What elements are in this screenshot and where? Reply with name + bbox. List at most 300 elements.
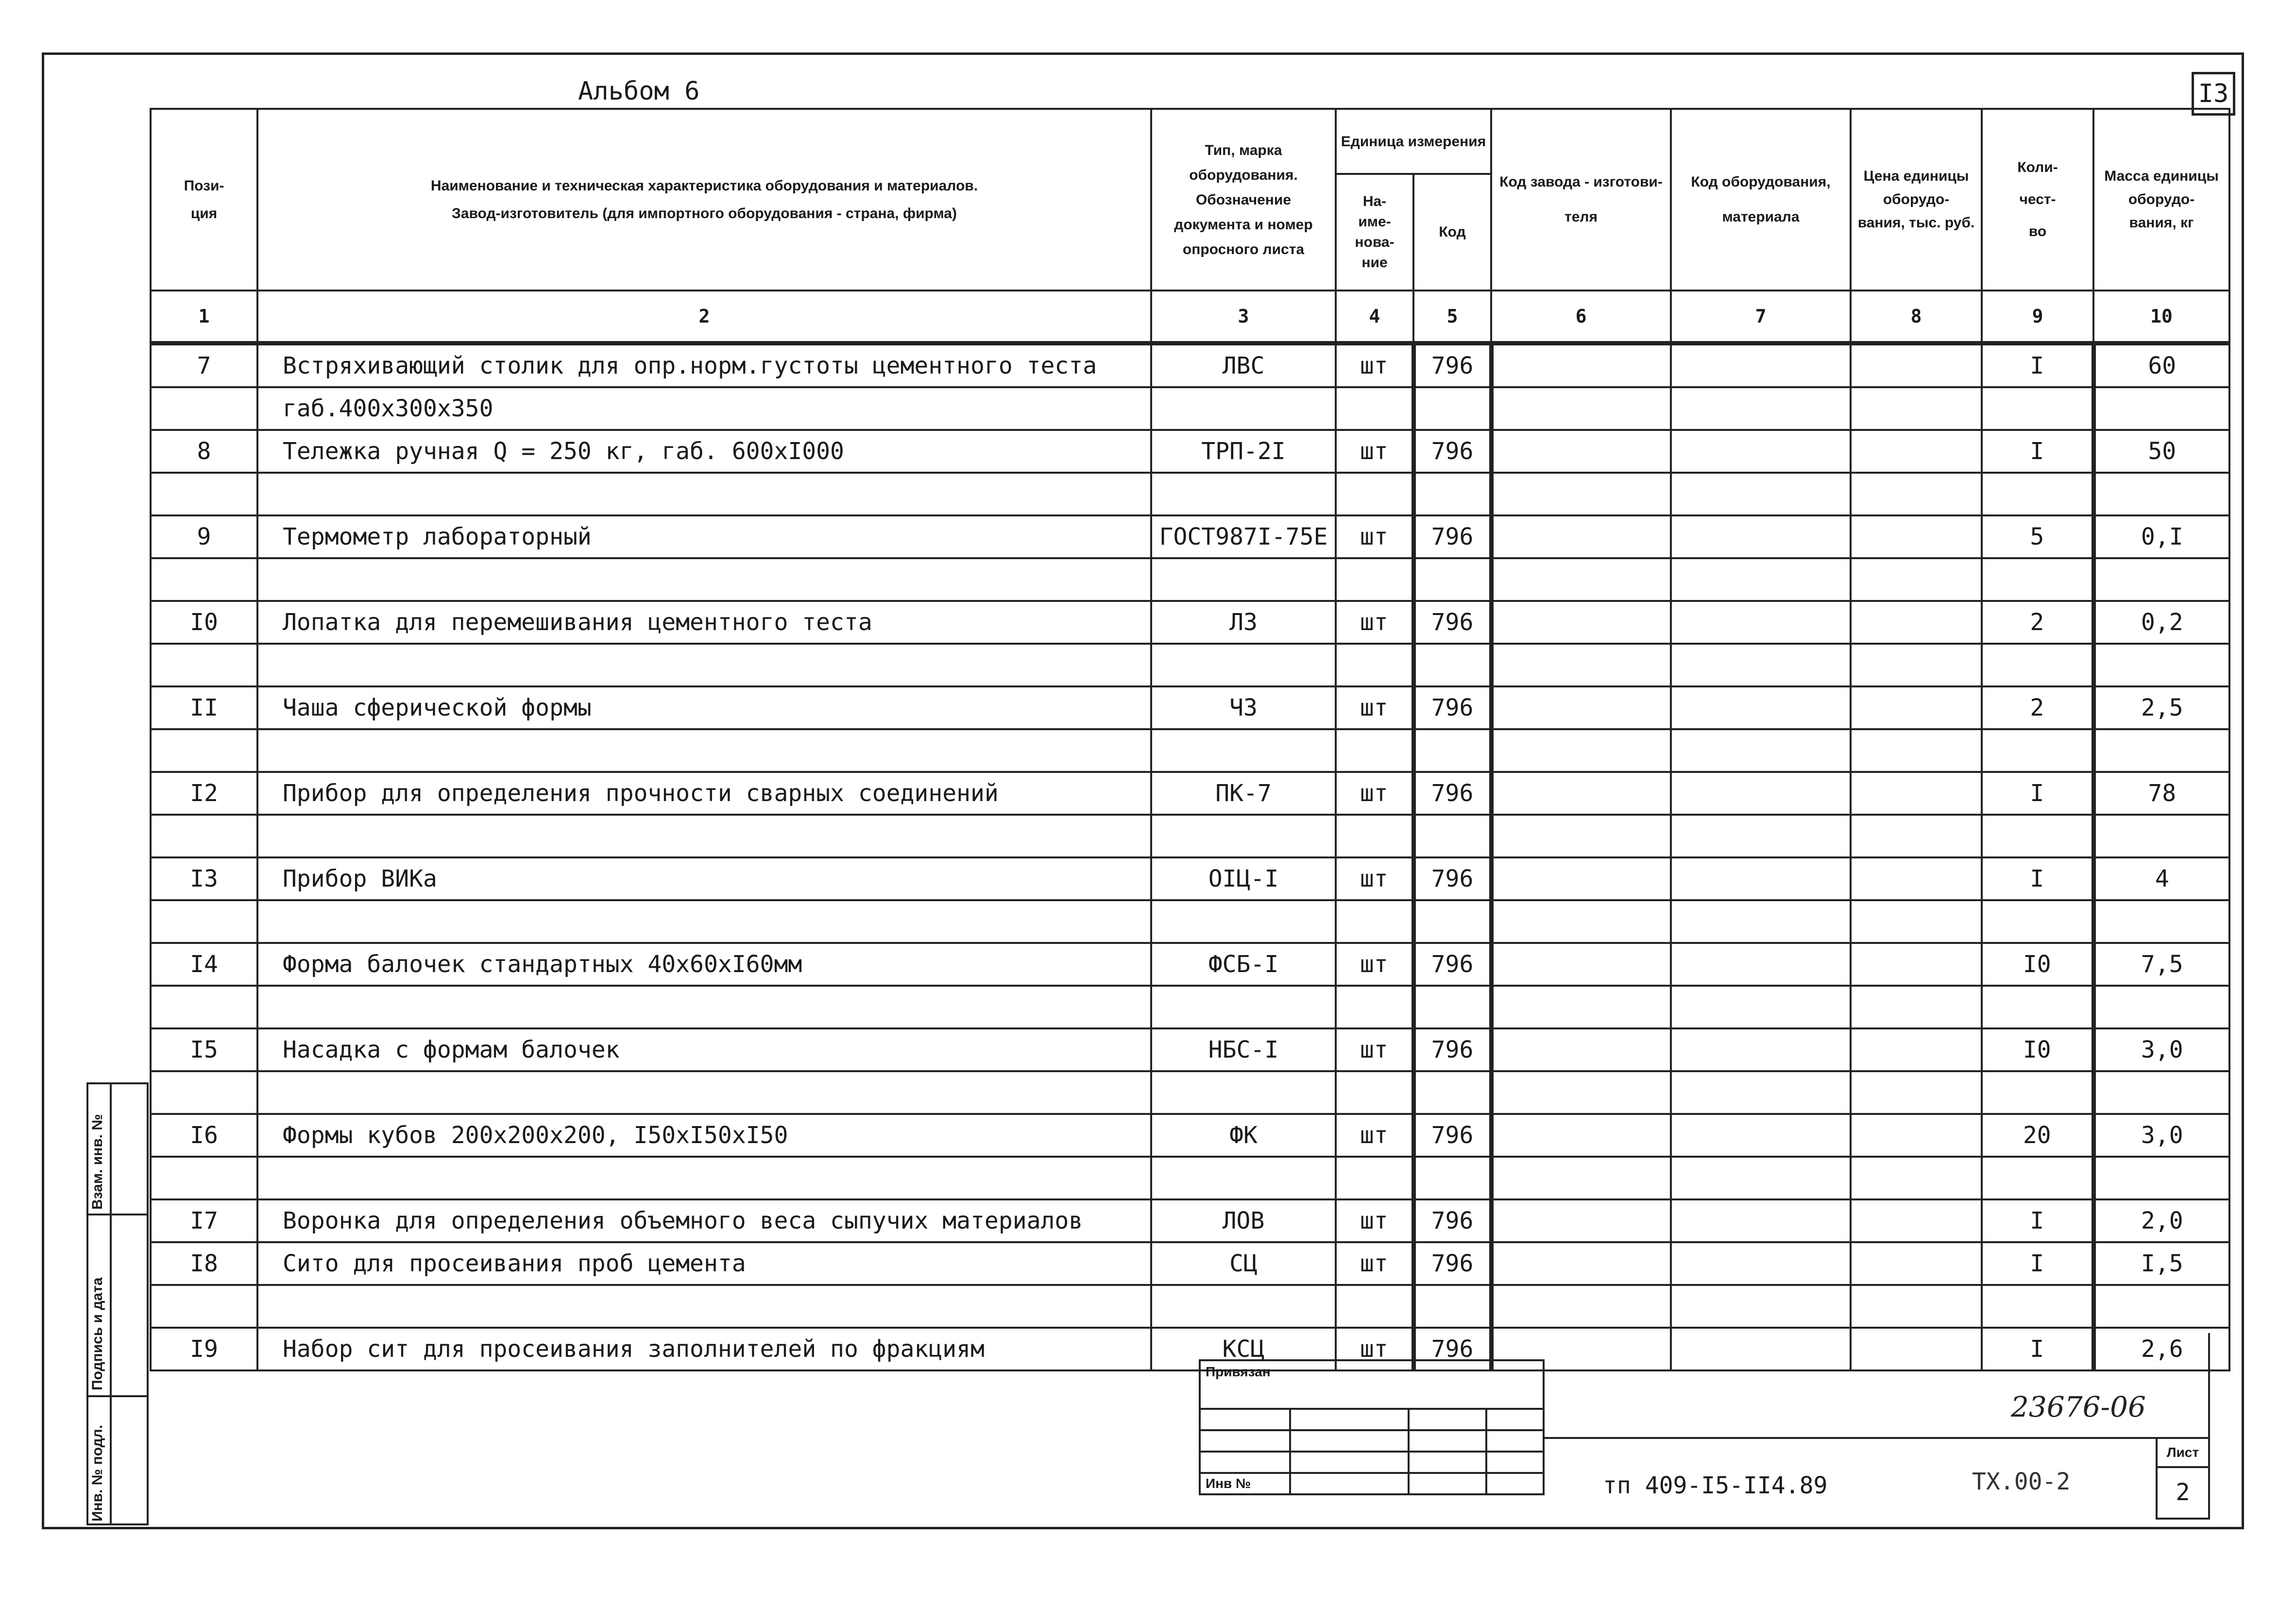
row-equipment-code [1671, 343, 1851, 387]
row-price [1851, 1328, 1982, 1370]
row-position: 7 [151, 343, 257, 387]
column-number-row [151, 291, 2229, 343]
row-position-cont [151, 900, 257, 943]
row-mass-cont [2093, 387, 2229, 430]
row-equipment-code [1671, 772, 1851, 815]
row-quantity-cont [1982, 644, 2093, 686]
row-mass-cont [2093, 644, 2229, 686]
row-unit-cont [1336, 473, 1413, 515]
row-price-cont [1851, 1071, 1982, 1114]
header-name [257, 109, 1151, 291]
row-type-cont [1151, 1285, 1336, 1328]
row-unit: шт [1336, 857, 1413, 900]
row-name: Набор сит для просеивания заполнителей по фракциям [257, 1328, 1151, 1370]
header-unit-name: На- име- нова- ние [1336, 174, 1413, 291]
row-unit-cont [1336, 729, 1413, 772]
row-unit-cont [1336, 1285, 1413, 1328]
row-code-cont [1413, 729, 1491, 772]
row-position: I7 [151, 1199, 257, 1242]
row-code: 796 [1413, 1028, 1491, 1071]
stamp-cell [1409, 1452, 1486, 1473]
row-unit: шт [1336, 943, 1413, 986]
row-factory-code [1491, 943, 1671, 986]
row-mass: 2,6 [2093, 1328, 2229, 1370]
stamp-cell [1486, 1473, 1544, 1494]
row-factory-code [1491, 772, 1671, 815]
row-name-cont [257, 729, 1151, 772]
row-code-cont [1413, 1285, 1491, 1328]
row-type-cont [1151, 387, 1336, 430]
row-type: СЦ [1151, 1242, 1336, 1285]
col-num: 8 [1851, 291, 1982, 343]
stamp-cell [1290, 1409, 1409, 1430]
row-name-cont [257, 644, 1151, 686]
document-ref: ТХ.00-2 [1972, 1468, 2071, 1495]
row-name: Тележка ручная Q = 250 кг, габ. 600xI000 [257, 430, 1151, 473]
row-mass: 3,0 [2093, 1028, 2229, 1071]
row-type: ЛОВ [1151, 1199, 1336, 1242]
row-quantity: I [1982, 1199, 2093, 1242]
row-quantity-cont [1982, 1285, 2093, 1328]
row-equipment-code [1671, 1114, 1851, 1157]
row-equipment-code-cont [1671, 473, 1851, 515]
row-type: ФК [1151, 1114, 1336, 1157]
row-code-cont [1413, 1071, 1491, 1114]
row-name-cont: габ.400x300x350 [257, 387, 1151, 430]
row-type: ГОСТ987I-75Е [1151, 515, 1336, 558]
row-unit: шт [1336, 515, 1413, 558]
row-name: Прибор ВИКа [257, 857, 1151, 900]
row-position: I0 [151, 601, 257, 644]
row-position-cont [151, 986, 257, 1028]
row-equipment-code-cont [1671, 1071, 1851, 1114]
table-row-continuation [151, 986, 2229, 1028]
stamp-cell [1200, 1409, 1290, 1430]
row-equipment-code-cont [1671, 558, 1851, 601]
header-quantity: Коли- чест- во [1982, 109, 2093, 291]
table-row-continuation [151, 558, 2229, 601]
row-unit: шт [1336, 1114, 1413, 1157]
row-price-cont [1851, 1285, 1982, 1328]
col-num: 1 [151, 291, 257, 343]
header-name-line1: Наименование и техническая характеристика оборудования и материалов. [430, 178, 978, 194]
row-code-cont [1413, 473, 1491, 515]
row-unit-cont [1336, 1071, 1413, 1114]
table-body [151, 343, 2229, 1370]
row-equipment-code [1671, 686, 1851, 729]
header-mass: Масса единицы оборудо- вания, кг [2093, 109, 2229, 291]
row-mass: I,5 [2093, 1242, 2229, 1285]
header-name-line2: Завод-изготовитель (для импортного оборудования - страна, фирма) [452, 205, 957, 222]
row-code: 796 [1413, 686, 1491, 729]
row-quantity: I [1982, 1242, 2093, 1285]
row-mass: 0,I [2093, 515, 2229, 558]
row-name: Форма балочек стандартных 40x60xI60мм [257, 943, 1151, 986]
row-factory-code-cont [1491, 1285, 1671, 1328]
row-name: Встряхивающий столик для опр.норм.густоты цементного теста [257, 343, 1151, 387]
row-mass: 2,5 [2093, 686, 2229, 729]
row-type-cont [1151, 986, 1336, 1028]
row-code-cont [1413, 558, 1491, 601]
row-mass: 0,2 [2093, 601, 2229, 644]
row-equipment-code-cont [1671, 1157, 1851, 1199]
row-code: 796 [1413, 1114, 1491, 1157]
row-quantity: I [1982, 1328, 2093, 1370]
row-unit: шт [1336, 1328, 1413, 1370]
stamp-cell [1486, 1430, 1544, 1452]
row-quantity: 5 [1982, 515, 2093, 558]
row-factory-code [1491, 1028, 1671, 1071]
row-equipment-code [1671, 430, 1851, 473]
side-divider-vertical [110, 1082, 112, 1525]
stamp-inv-label: Инв № [1200, 1473, 1290, 1494]
row-equipment-code-cont [1671, 729, 1851, 772]
row-quantity: I [1982, 772, 2093, 815]
table-row [151, 601, 2229, 644]
row-type-cont [1151, 1071, 1336, 1114]
row-price-cont [1851, 1157, 1982, 1199]
row-price-cont [1851, 815, 1982, 857]
row-mass: 4 [2093, 857, 2229, 900]
row-factory-code [1491, 601, 1671, 644]
table-row-continuation [151, 900, 2229, 943]
row-type: ОIЦ-I [1151, 857, 1336, 900]
row-factory-code [1491, 515, 1671, 558]
row-type-cont [1151, 729, 1336, 772]
row-name-cont [257, 900, 1151, 943]
row-equipment-code [1671, 515, 1851, 558]
row-quantity: 2 [1982, 686, 2093, 729]
row-name: Чаша сферической формы [257, 686, 1151, 729]
row-equipment-code-cont [1671, 387, 1851, 430]
row-mass-cont [2093, 986, 2229, 1028]
table-row-continuation [151, 1157, 2229, 1199]
row-price [1851, 343, 1982, 387]
stamp-cell [1200, 1430, 1290, 1452]
row-factory-code [1491, 1114, 1671, 1157]
table-row [151, 1114, 2229, 1157]
row-position-cont [151, 644, 257, 686]
table-row [151, 1028, 2229, 1071]
row-position-cont [151, 729, 257, 772]
row-code-cont [1413, 815, 1491, 857]
row-quantity: 2 [1982, 601, 2093, 644]
row-unit: шт [1336, 1199, 1413, 1242]
row-quantity-cont [1982, 1157, 2093, 1199]
row-unit: шт [1336, 686, 1413, 729]
row-mass: 78 [2093, 772, 2229, 815]
table-row [151, 515, 2229, 558]
row-equipment-code [1671, 1242, 1851, 1285]
stamp-cell [1409, 1473, 1486, 1494]
row-factory-code [1491, 857, 1671, 900]
row-code: 796 [1413, 1199, 1491, 1242]
row-unit: шт [1336, 1028, 1413, 1071]
row-code: 796 [1413, 515, 1491, 558]
row-quantity-cont [1982, 900, 2093, 943]
table-row-continuation [151, 387, 2229, 430]
row-equipment-code [1671, 601, 1851, 644]
row-code-cont [1413, 900, 1491, 943]
row-code: 796 [1413, 1242, 1491, 1285]
row-equipment-code [1671, 1328, 1851, 1370]
row-quantity-cont [1982, 815, 2093, 857]
row-unit: шт [1336, 772, 1413, 815]
side-label-replace-inv: Взам. инв. № [89, 1114, 105, 1210]
row-position-cont [151, 815, 257, 857]
row-factory-code [1491, 430, 1671, 473]
row-price [1851, 1028, 1982, 1071]
row-position-cont [151, 558, 257, 601]
row-mass-cont [2093, 815, 2229, 857]
table-row-continuation [151, 729, 2229, 772]
row-quantity-cont [1982, 1071, 2093, 1114]
row-mass: 7,5 [2093, 943, 2229, 986]
row-type: КСЦ [1151, 1328, 1336, 1370]
header-row [151, 109, 2229, 174]
table-row-continuation [151, 1071, 2229, 1114]
table-row [151, 343, 2229, 387]
row-type-cont [1151, 815, 1336, 857]
row-mass-cont [2093, 558, 2229, 601]
table-row [151, 1199, 2229, 1242]
row-factory-code [1491, 343, 1671, 387]
row-mass-cont [2093, 473, 2229, 515]
title-block-line [1543, 1437, 2210, 1439]
row-quantity-cont [1982, 558, 2093, 601]
sheet-label: Лист [2158, 1439, 2208, 1468]
row-quantity: I0 [1982, 943, 2093, 986]
table-row [151, 1328, 2229, 1370]
row-name-cont [257, 558, 1151, 601]
row-price-cont [1851, 900, 1982, 943]
stamp-cell [1409, 1430, 1486, 1452]
row-name-cont [257, 1157, 1151, 1199]
row-code-cont [1413, 387, 1491, 430]
table-row-continuation [151, 644, 2229, 686]
row-price [1851, 515, 1982, 558]
row-position-cont [151, 473, 257, 515]
row-quantity-cont [1982, 387, 2093, 430]
row-equipment-code [1671, 943, 1851, 986]
side-label-inv-original: Инв. № подл. [89, 1424, 105, 1522]
row-position: I8 [151, 1242, 257, 1285]
row-position-cont [151, 1157, 257, 1199]
row-quantity-cont [1982, 473, 2093, 515]
row-quantity: I [1982, 857, 2093, 900]
row-unit-cont [1336, 1157, 1413, 1199]
row-type-cont [1151, 900, 1336, 943]
row-equipment-code-cont [1671, 644, 1851, 686]
row-factory-code-cont [1491, 387, 1671, 430]
row-mass-cont [2093, 1071, 2229, 1114]
row-name: Сито для просеивания проб цемента [257, 1242, 1151, 1285]
row-type-cont [1151, 1157, 1336, 1199]
row-name: Воронка для определения объемного веса сыпучих материалов [257, 1199, 1151, 1242]
sheet-number: I3 [2192, 72, 2235, 116]
table-row [151, 943, 2229, 986]
row-unit-cont [1336, 644, 1413, 686]
row-factory-code-cont [1491, 900, 1671, 943]
row-mass: 50 [2093, 430, 2229, 473]
row-factory-code-cont [1491, 473, 1671, 515]
row-name-cont [257, 1285, 1151, 1328]
row-code: 796 [1413, 772, 1491, 815]
stamp-cell [1200, 1452, 1290, 1473]
row-code: 796 [1413, 343, 1491, 387]
row-price-cont [1851, 986, 1982, 1028]
stamp-cell [1409, 1409, 1486, 1430]
row-factory-code-cont [1491, 1071, 1671, 1114]
row-price [1851, 857, 1982, 900]
row-position-cont [151, 1285, 257, 1328]
album-title: Альбом 6 [578, 77, 700, 106]
stamp-cell [1290, 1452, 1409, 1473]
col-num: 6 [1491, 291, 1671, 343]
table-row-continuation [151, 1285, 2229, 1328]
row-equipment-code-cont [1671, 900, 1851, 943]
row-name-cont [257, 1071, 1151, 1114]
row-position: I2 [151, 772, 257, 815]
stamp-cell [1486, 1409, 1544, 1430]
row-position: I5 [151, 1028, 257, 1071]
row-type: ТРП-2I [1151, 430, 1336, 473]
row-code: 796 [1413, 601, 1491, 644]
row-code: 796 [1413, 857, 1491, 900]
header-unit: Единица измерения [1336, 109, 1491, 174]
row-factory-code-cont [1491, 729, 1671, 772]
handwritten-number: 23676-06 [2011, 1390, 2146, 1423]
row-quantity: I [1982, 430, 2093, 473]
row-position: II [151, 686, 257, 729]
row-mass-cont [2093, 729, 2229, 772]
row-unit: шт [1336, 343, 1413, 387]
table-row-continuation [151, 473, 2229, 515]
row-factory-code-cont [1491, 986, 1671, 1028]
row-factory-code-cont [1491, 644, 1671, 686]
row-price-cont [1851, 644, 1982, 686]
row-name-cont [257, 473, 1151, 515]
row-unit: шт [1336, 601, 1413, 644]
row-type-cont [1151, 558, 1336, 601]
row-name: Термометр лабораторный [257, 515, 1151, 558]
sheet-value: 2 [2176, 1479, 2190, 1506]
row-code-cont [1413, 1157, 1491, 1199]
table-row-continuation [151, 815, 2229, 857]
row-factory-code [1491, 686, 1671, 729]
row-quantity-cont [1982, 729, 2093, 772]
stamp-cell [1486, 1452, 1544, 1473]
table-row [151, 686, 2229, 729]
row-equipment-code [1671, 857, 1851, 900]
row-type: ЛЗ [1151, 601, 1336, 644]
approval-stamp [1199, 1359, 1545, 1495]
row-position: I3 [151, 857, 257, 900]
row-position: I9 [151, 1328, 257, 1370]
row-code-cont [1413, 986, 1491, 1028]
row-price-cont [1851, 473, 1982, 515]
row-position: I6 [151, 1114, 257, 1157]
row-position-cont [151, 1071, 257, 1114]
row-type-cont [1151, 473, 1336, 515]
row-mass-cont [2093, 1157, 2229, 1199]
table-row [151, 1242, 2229, 1285]
row-price [1851, 430, 1982, 473]
row-mass: 3,0 [2093, 1114, 2229, 1157]
document-code: тп 409-I5-II4.89 [1603, 1472, 1828, 1499]
table-row [151, 772, 2229, 815]
row-name-cont [257, 986, 1151, 1028]
row-type: ЛВС [1151, 343, 1336, 387]
row-equipment-code [1671, 1199, 1851, 1242]
col-num: 2 [257, 291, 1151, 343]
row-code: 796 [1413, 430, 1491, 473]
col-num: 9 [1982, 291, 2093, 343]
stamp-cell [1290, 1473, 1409, 1494]
table-row [151, 430, 2229, 473]
row-equipment-code [1671, 1028, 1851, 1071]
header-unit-code: Код [1413, 174, 1491, 291]
row-code-cont [1413, 644, 1491, 686]
row-price [1851, 772, 1982, 815]
row-position: I4 [151, 943, 257, 986]
row-factory-code [1491, 1242, 1671, 1285]
row-type: ПК-7 [1151, 772, 1336, 815]
row-name: Лопатка для перемешивания цементного теста [257, 601, 1151, 644]
row-type: ФСБ-I [1151, 943, 1336, 986]
stamp-attached-label: Привязан [1200, 1360, 1544, 1409]
side-divider [86, 1395, 149, 1397]
row-mass-cont [2093, 1285, 2229, 1328]
side-label-signature-date: Подпись и дата [89, 1277, 105, 1390]
header-position: Пози- ция [151, 109, 257, 291]
row-unit-cont [1336, 900, 1413, 943]
col-num: 4 [1336, 291, 1413, 343]
row-factory-code-cont [1491, 815, 1671, 857]
row-position: 8 [151, 430, 257, 473]
row-unit-cont [1336, 986, 1413, 1028]
row-position-cont [151, 387, 257, 430]
row-price-cont [1851, 558, 1982, 601]
row-factory-code [1491, 1199, 1671, 1242]
row-mass-cont [2093, 900, 2229, 943]
row-mass: 2,0 [2093, 1199, 2229, 1242]
row-unit: шт [1336, 1242, 1413, 1285]
row-quantity-cont [1982, 986, 2093, 1028]
row-name-cont [257, 815, 1151, 857]
row-quantity: 20 [1982, 1114, 2093, 1157]
header-factory-code: Код завода - изготови- теля [1491, 109, 1671, 291]
row-price [1851, 686, 1982, 729]
row-quantity: I0 [1982, 1028, 2093, 1071]
row-code: 796 [1413, 943, 1491, 986]
row-price [1851, 1242, 1982, 1285]
specification-table [150, 108, 2230, 1371]
table-row [151, 857, 2229, 900]
col-num: 5 [1413, 291, 1491, 343]
row-price [1851, 601, 1982, 644]
row-name: Прибор для определения прочности сварных соединений [257, 772, 1151, 815]
stamp-cell [1290, 1430, 1409, 1452]
col-num: 3 [1151, 291, 1336, 343]
row-code: 796 [1413, 1328, 1491, 1370]
row-factory-code-cont [1491, 558, 1671, 601]
row-name: Насадка с формам балочек [257, 1028, 1151, 1071]
row-price [1851, 943, 1982, 986]
row-price [1851, 1114, 1982, 1157]
row-type-cont [1151, 644, 1336, 686]
header-type: Тип, марка оборудования. Обозначение документа и номер опросного листа [1151, 109, 1336, 291]
